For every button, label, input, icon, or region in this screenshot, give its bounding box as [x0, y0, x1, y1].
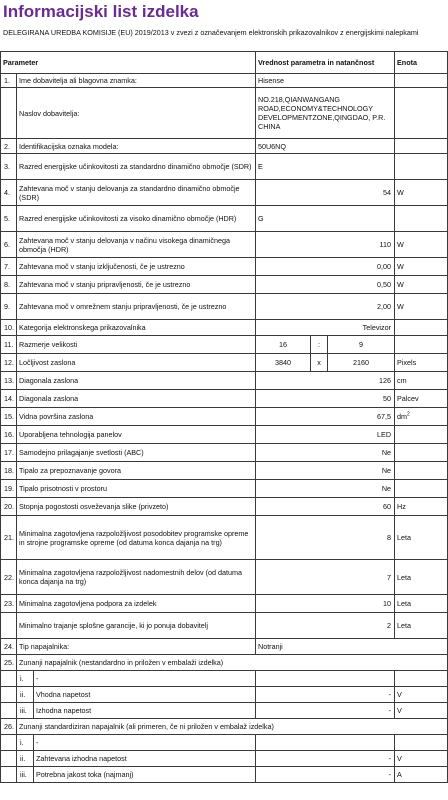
row-unit: Leta [395, 516, 448, 560]
row-number: 17. [1, 444, 17, 462]
row-number: 1. [1, 74, 17, 88]
row-unit: Leta [395, 595, 448, 613]
row-label: Minimalna zagotovljena razpoložljivost nadomestnih delov (od datuma konca dajanja na trg) [17, 560, 256, 595]
row-number: 6. [1, 232, 17, 258]
row-unit: W [395, 276, 448, 294]
header-unit: Enota [395, 52, 448, 74]
row-number [1, 613, 17, 639]
row-number: 25. [1, 655, 17, 671]
row-unit: W [395, 258, 448, 276]
aspect-separator: : [311, 336, 328, 354]
table-row [1, 139, 448, 154]
sub-row-value [256, 735, 395, 751]
row-number: 14. [1, 390, 17, 408]
table-row [1, 408, 448, 426]
resolution-width: 3840 [256, 354, 311, 372]
row-number: 24. [1, 639, 17, 655]
row-value: 8 [256, 516, 395, 560]
row-label: Ločljivost zaslona [17, 354, 256, 372]
sub-row-value: - [256, 767, 395, 783]
page-title: Informacijski list izdelka [3, 2, 199, 21]
sub-row-number: ii. [17, 751, 34, 767]
row-value: 2,00 [256, 294, 395, 320]
row-label: Zahtevana moč v stanju izključenosti, če je ustrezno [17, 258, 256, 276]
row-number: 8. [1, 276, 17, 294]
resolution-height: 2160 [328, 354, 395, 372]
row-value: 7 [256, 560, 395, 595]
row-label: Tip napajalnika: [17, 639, 256, 655]
table-row [1, 595, 448, 613]
table-row [1, 276, 448, 294]
row-label: Stopnja pogostosti osveževanja slike (privzeto) [17, 498, 256, 516]
row-label: Identifikacijska oznaka modela: [17, 139, 256, 154]
row-unit: Palcev [395, 390, 448, 408]
table-header-row [1, 52, 448, 74]
sub-row-value [256, 671, 395, 687]
sub-row-value: - [256, 751, 395, 767]
table-row [1, 336, 448, 354]
table-row [1, 88, 448, 139]
row-value: G [256, 206, 395, 232]
row-unit [395, 444, 448, 462]
table-row [1, 462, 448, 480]
table-row [1, 735, 448, 751]
sub-row-number: i. [17, 671, 34, 687]
row-label: Razred energijske učinkovitosti za standardno dinamično območje (SDR) [17, 154, 256, 180]
row-label: Razmerje velikosti [17, 336, 256, 354]
row-label: Zahtevana moč v stanju pripravljenosti, če je ustrezno [17, 276, 256, 294]
table-row [1, 390, 448, 408]
row-value: 67,5 [256, 408, 395, 426]
row-number: 10. [1, 320, 17, 336]
row-label: Zahtevana moč v stanju delovanja v načinu visokega dinamičnega območja (HDR) [17, 232, 256, 258]
row-unit [395, 480, 448, 498]
table-row [1, 320, 448, 336]
row-number: 23. [1, 595, 17, 613]
row-value: Notranji [256, 639, 448, 655]
row-number: 19. [1, 480, 17, 498]
row-label: Naslov dobavitelja: [17, 88, 256, 139]
table-row [1, 516, 448, 560]
row-unit: Pixels [395, 354, 448, 372]
parameter-table [0, 51, 448, 783]
table-row [1, 655, 448, 671]
row-label: Diagonala zaslona [17, 372, 256, 390]
row-value: Ne [256, 462, 395, 480]
row-value: 54 [256, 180, 395, 206]
row-indent [1, 767, 17, 783]
table-row [1, 719, 448, 735]
row-number [1, 88, 17, 139]
row-number: 18. [1, 462, 17, 480]
row-label: Minimalna zagotovljena razpoložljivost posodobitev programske opreme in strojne programske opreme (od datuma konca dajanja na trg) [17, 516, 256, 560]
row-unit [395, 206, 448, 232]
row-unit [395, 88, 448, 139]
row-value: 2 [256, 613, 395, 639]
row-value: E [256, 154, 395, 180]
sub-row-unit: A [395, 767, 448, 783]
sub-row-unit [395, 735, 448, 751]
sub-row-unit: V [395, 687, 448, 703]
row-number: 4. [1, 180, 17, 206]
sub-row-label: Zahtevana izhodna napetost [34, 751, 256, 767]
row-unit [395, 139, 448, 154]
table-row [1, 613, 448, 639]
sub-row-unit: V [395, 751, 448, 767]
row-unit: Hz [395, 498, 448, 516]
aspect-width: 16 [256, 336, 311, 354]
table-row [1, 639, 448, 655]
row-indent [1, 751, 17, 767]
row-number: 3. [1, 154, 17, 180]
table-row [1, 687, 448, 703]
row-number: 16. [1, 426, 17, 444]
row-indent [1, 703, 17, 719]
sub-row-number: i. [17, 735, 34, 751]
row-label: Tipalo prisotnosti v prostoru [17, 480, 256, 498]
sub-row-unit: V [395, 703, 448, 719]
row-label: Razred energijske učinkovitosti za visoko dinamično območje (HDR) [17, 206, 256, 232]
table-row [1, 258, 448, 276]
row-number: 2. [1, 139, 17, 154]
header-parameter: Parameter [1, 52, 256, 74]
table-row [1, 767, 448, 783]
row-unit: W [395, 232, 448, 258]
unit-text: dm [397, 412, 408, 421]
aspect-height: 9 [328, 336, 395, 354]
row-indent [1, 735, 17, 751]
table-row [1, 232, 448, 258]
row-value: Televizor [256, 320, 395, 336]
row-label: Ime dobavitelja ali blagovna znamka: [17, 74, 256, 88]
sub-row-label: Izhodna napetost [34, 703, 256, 719]
row-label: Minimalno trajanje splošne garancije, ki jo ponuja dobavitelj [17, 613, 256, 639]
table-row [1, 498, 448, 516]
table-row [1, 751, 448, 767]
row-indent [1, 687, 17, 703]
table-row [1, 480, 448, 498]
row-label: Diagonala zaslona [17, 390, 256, 408]
table-row [1, 74, 448, 88]
table-row [1, 444, 448, 462]
regulation-subtitle: DELEGIRANA UREDBA KOMISIJE (EU) 2019/2013 v zvezi z označevanjem elektronskih prikazovalnikov z energijskimi nalepkami [3, 28, 419, 37]
table-row [1, 372, 448, 390]
row-label: Zunanji standardiziran napajalnik (ali primeren, če ni priložen v embalaž izdelka) [17, 719, 448, 735]
supplier-address: NO.218,QIANWANGANG ROAD,ECONOMY&TECHNOLOGY DEVELOPMENTZONE,QINGDAO, P.R. CHINA [256, 88, 395, 139]
row-label: Zahtevana moč v omrežnem stanju pripravljenosti, če je ustrezno [17, 294, 256, 320]
row-indent [1, 671, 17, 687]
row-label: Vidna površina zaslona [17, 408, 256, 426]
row-unit [395, 408, 448, 426]
row-number: 20. [1, 498, 17, 516]
row-label: Tipalo za prepoznavanje govora [17, 462, 256, 480]
row-value: Hisense [256, 74, 395, 88]
row-value: 50U6NQ [256, 139, 395, 154]
row-unit: Leta [395, 613, 448, 639]
row-value: Ne [256, 444, 395, 462]
row-label: Kategorija elektronskega prikazovalnika [17, 320, 256, 336]
row-number: 12. [1, 354, 17, 372]
row-number: 9. [1, 294, 17, 320]
row-value: Ne [256, 480, 395, 498]
table-row [1, 560, 448, 595]
row-value: 0,50 [256, 276, 395, 294]
row-value: LED [256, 426, 395, 444]
row-number: 5. [1, 206, 17, 232]
resolution-separator: x [311, 354, 328, 372]
sub-row-label: Potrebna jakost toka (najmanj) [34, 767, 256, 783]
unit-superscript: 2 [407, 411, 410, 418]
row-unit: W [395, 180, 448, 206]
row-unit [395, 320, 448, 336]
row-value: 50 [256, 390, 395, 408]
row-number: 21. [1, 516, 17, 560]
row-value: 10 [256, 595, 395, 613]
table-row [1, 354, 448, 372]
row-unit: W [395, 294, 448, 320]
row-label: Minimalna zagotovljena podpora za izdelek [17, 595, 256, 613]
sub-row-number: iii. [17, 703, 34, 719]
table-row [1, 671, 448, 687]
row-number: 13. [1, 372, 17, 390]
row-label: Samodejno prilagajanje svetlosti (ABC) [17, 444, 256, 462]
row-unit [395, 74, 448, 88]
row-value: 110 [256, 232, 395, 258]
sub-row-unit [395, 671, 448, 687]
row-unit [395, 336, 448, 354]
sub-row-label: Vhodna napetost [34, 687, 256, 703]
row-unit [395, 462, 448, 480]
sub-row-number: iii. [17, 767, 34, 783]
row-number: 7. [1, 258, 17, 276]
row-number: 11. [1, 336, 17, 354]
table-row [1, 426, 448, 444]
row-unit: cm [395, 372, 448, 390]
sub-row-label: - [34, 735, 256, 751]
sub-row-value: - [256, 703, 395, 719]
row-label: Uporabljena tehnologija panelov [17, 426, 256, 444]
row-number: 22. [1, 560, 17, 595]
table-row [1, 206, 448, 232]
sub-row-value: - [256, 687, 395, 703]
row-number: 15. [1, 408, 17, 426]
header-value: Vrednost parametra in natančnost [256, 52, 395, 74]
row-value: 0,00 [256, 258, 395, 276]
row-value: 60 [256, 498, 395, 516]
sub-row-label: - [34, 671, 256, 687]
row-label: Zahtevana moč v stanju delovanja za standardno dinamično območje (SDR) [17, 180, 256, 206]
row-unit: Leta [395, 560, 448, 595]
table-row [1, 154, 448, 180]
sub-row-number: ii. [17, 687, 34, 703]
table-row [1, 180, 448, 206]
row-number: 26. [1, 719, 17, 735]
row-value: 126 [256, 372, 395, 390]
table-row [1, 294, 448, 320]
table-row [1, 703, 448, 719]
row-unit [395, 426, 448, 444]
row-label: Zunanji napajalnik (nestandardno in priložen v embalaži izdelka) [17, 655, 448, 671]
row-unit [395, 154, 448, 180]
